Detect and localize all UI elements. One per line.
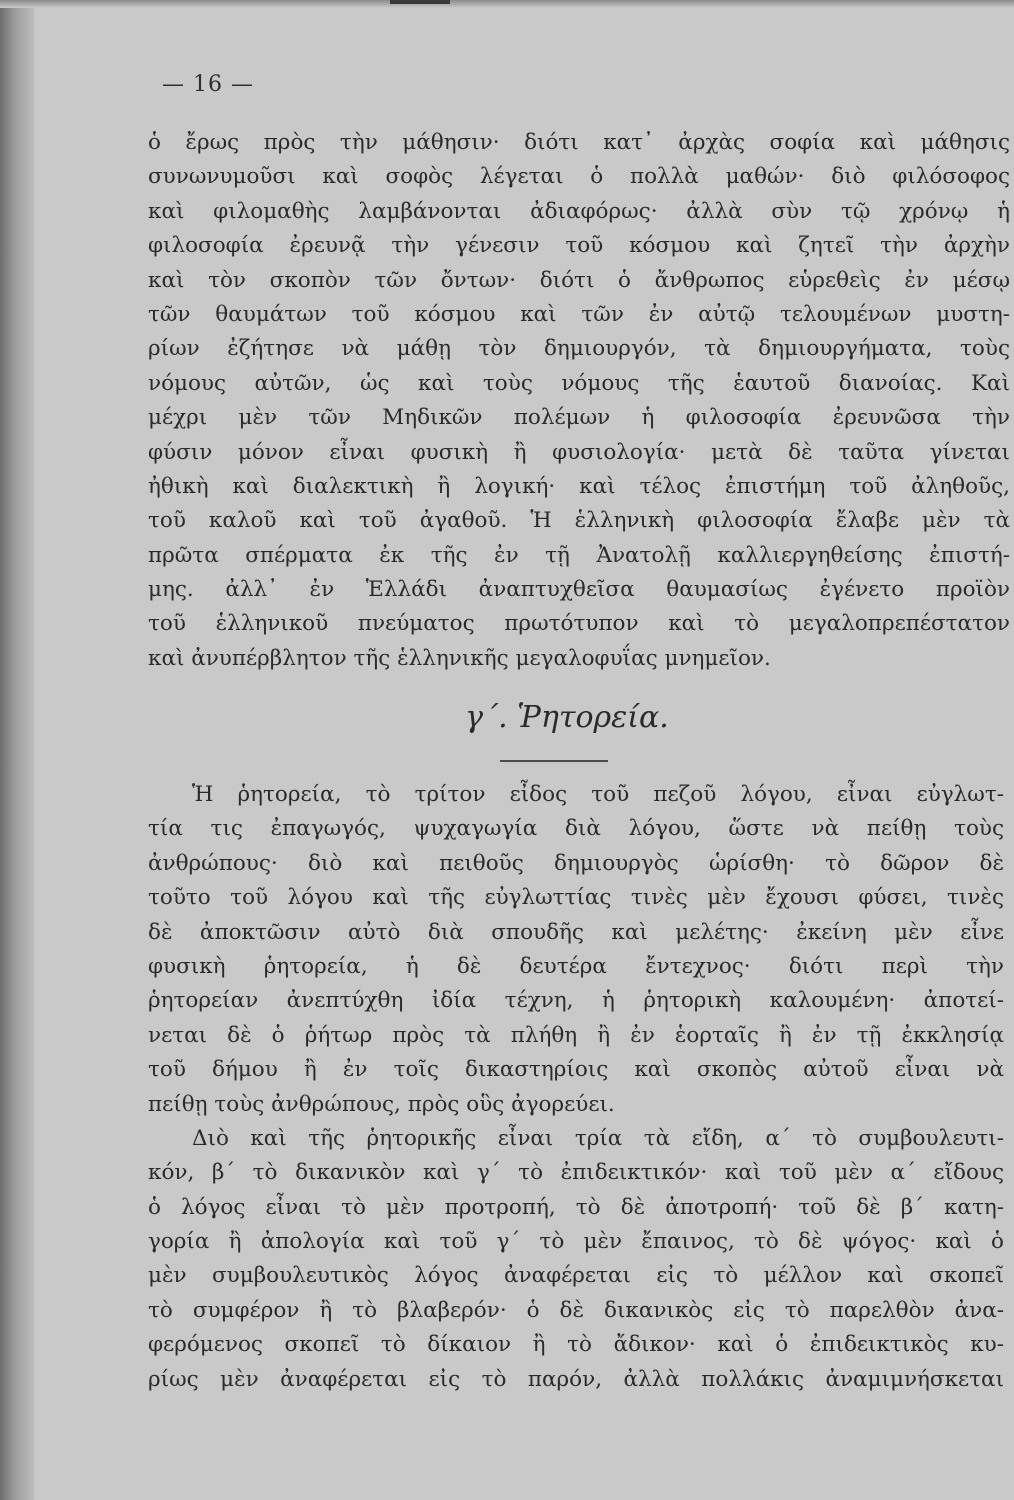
text-line: ἀνθρώπους· διὸ καὶ πειθοῦς δημιουργὸς ὡρίσθη· τὸ δῶρον δὲ (148, 850, 1004, 876)
text-line: τοῦτο τοῦ λόγου καὶ τῆς εὐγλωττίας τινὲς μὲν ἔχουσι φύσει, τινὲς (148, 885, 1004, 911)
section-heading (0, 700, 1014, 735)
paragraph-philosophy (148, 126, 1010, 676)
text-line: μέχρι μὲν τῶν Μηδικῶν πολέμων ἡ φιλοσοφία ἐρευνῶσα τὴν (148, 405, 1010, 431)
text-line: τῶν θαυμάτων τοῦ κόσμου καὶ τῶν ἐν αὐτῷ τελουμένων μυστη- (148, 301, 1010, 327)
text-line: μης. ἀλλ᾽ ἐν Ἑλλάδι ἀναπτυχθεῖσα θαυμασίως ἐγένετο προϊὸν (148, 577, 1010, 603)
text-line: μὲν συμβουλευτικὸς λόγος ἀναφέρεται εἰς τὸ μέλλον καὶ σκοπεῖ (148, 1263, 1004, 1289)
text-line: πρῶτα σπέρματα ἐκ τῆς ἐν τῇ Ἀνατολῇ καλλιεργηθείσης ἐπιστή- (148, 542, 1010, 568)
text-line: Ἡ ῥητορεία, τὸ τρίτον εἶδος τοῦ πεζοῦ λόγου, εἶναι εὐγλωτ- (192, 782, 1004, 807)
text-line: ρίως μὲν ἀναφέρεται εἰς τὸ παρόν, ἀλλὰ πολλάκις ἀναμιμνήσκεται (148, 1366, 1004, 1392)
text-line: φερόμενος σκοπεῖ τὸ δίκαιον ἢ τὸ ἄδικον· καὶ ὁ ἐπιδεικτικὸς κυ- (148, 1332, 1004, 1358)
text-line: νεται δὲ ὁ ῥήτωρ πρὸς τὰ πλήθη ἢ ἐν ἑορταῖς ἢ ἐν τῇ ἐκκλησίᾳ (148, 1022, 1004, 1048)
text-line: φιλοσοφία ἐρευνᾷ τὴν γένεσιν τοῦ κόσμου καὶ ζητεῖ τὴν ἀρχὴν (148, 233, 1010, 259)
text-line: τὸ συμφέρον ἢ τὸ βλαβερόν· ὁ δὲ δικανικὸς εἰς τὸ παρελθὸν ἀνα- (148, 1297, 1004, 1323)
text-line: καὶ φιλομαθὴς λαμβάνονται ἀδιαφόρως· ἀλλὰ σὺν τῷ χρόνῳ ἡ (148, 198, 1010, 224)
page-edge-shadow (0, 0, 34, 1500)
text-line: τία τις ἐπαγωγός, ψυχαγωγία διὰ λόγου, ὥστε νὰ πείθῃ τοὺς (148, 816, 1004, 842)
section-heading-text: γ΄. Ῥητορεία. (465, 700, 669, 735)
heading-rule (500, 760, 608, 762)
text-line: καὶ ἀνυπέρβλητον τῆς ἑλληνικῆς μεγαλοφυΐας μνημεῖον. (148, 645, 771, 671)
text-line: ἠθικὴ καὶ διαλεκτικὴ ἢ λογική· καὶ τέλος ἐπιστήμη τοῦ ἀληθοῦς, (148, 473, 1010, 499)
page-number: — 16 — (162, 72, 254, 97)
page-top-shadow (0, 0, 1014, 8)
text-line: ρίων ἐζήτησε νὰ μάθῃ τὸν δημιουργόν, τὰ δημιουργήματα, τοὺς (148, 336, 1010, 362)
text-line: γορία ἢ ἀπολογία καὶ τοῦ γ΄ τὸ μὲν ἔπαινος, τὸ δὲ ψόγος· καὶ ὁ (148, 1229, 1004, 1255)
text-line: ῥητορείαν ἀνεπτύχθη ἰδία τέχνη, ἡ ῥητορικὴ καλουμένη· ἀποτεί- (148, 988, 1004, 1014)
text-line: τοῦ ἑλληνικοῦ πνεύματος πρωτότυπον καὶ τὸ μεγαλοπρεπέστατον (148, 611, 1010, 637)
text-line: συνωνυμοῦσι καὶ σοφὸς λέγεται ὁ πολλὰ μαθών· διὸ φιλόσοφος (148, 164, 1010, 190)
text-line: φυσικὴ ῥητορεία, ἡ δὲ δευτέρα ἔντεχνος· διότι περὶ τὴν (148, 953, 1004, 979)
text-line: Διὸ καὶ τῆς ῥητορικῆς εἶναι τρία τὰ εἴδη, α΄ τὸ συμβουλευτι- (192, 1125, 1004, 1151)
text-line: κόν, β΄ τὸ δικανικὸν καὶ γ΄ τὸ ἐπιδεικτικόν· καὶ τοῦ μὲν α΄ εἴδους (148, 1160, 1004, 1186)
text-line: ὁ ἔρως πρὸς τὴν μάθησιν· διότι κατ᾽ ἀρχὰς σοφία καὶ μάθησις (148, 130, 1010, 155)
text-line: πείθῃ τοὺς ἀνθρώπους, πρὸς οὓς ἀγορεύει. (148, 1091, 615, 1117)
text-line: νόμους αὐτῶν, ὡς καὶ τοὺς νόμους τῆς ἑαυτοῦ διανοίας. Καὶ (148, 370, 1010, 396)
text-line: καὶ τὸν σκοπὸν τῶν ὄντων· διότι ὁ ἄνθρωπος εὑρεθεὶς ἐν μέσῳ (148, 267, 1010, 293)
text-line: δὲ ἀποκτῶσιν αὐτὸ διὰ σπουδῆς καὶ μελέτης· ἐκείνη μὲν εἶνε (148, 919, 1004, 945)
text-line: τοῦ καλοῦ καὶ τοῦ ἀγαθοῦ. Ἡ ἑλληνικὴ φιλοσοφία ἔλαβε μὲν τὰ (148, 508, 1010, 534)
binding-mark (390, 0, 450, 4)
text-line: τοῦ δήμου ἢ ἐν τοῖς δικαστηρίοις καὶ σκοπὸς αὐτοῦ εἶναι νὰ (148, 1057, 1004, 1083)
paragraph-rhetoric (148, 778, 1004, 1397)
text-line: ὁ λόγος εἶναι τὸ μὲν προτροπή, τὸ δὲ ἀποτροπή· τοῦ δὲ β΄ κατη- (148, 1194, 1004, 1220)
text-line: φύσιν μόνον εἶναι φυσικὴ ἢ φυσιολογία· μετὰ δὲ ταῦτα γίνεται (148, 439, 1010, 465)
